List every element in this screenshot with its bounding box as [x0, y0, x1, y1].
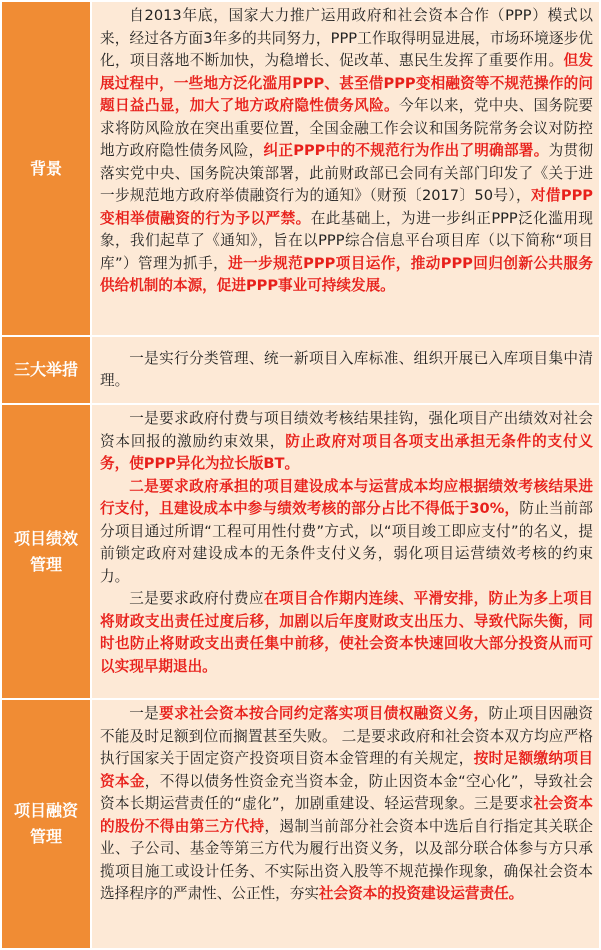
paragraph — [100, 348, 593, 393]
highlight-segment: 进一步规范PPP项目运作，推动PPP回归创新公共服务供给机制的本源，促进PPP事业可持续发展。 — [100, 254, 593, 294]
row-content-performance-management — [92, 405, 599, 698]
paragraph — [100, 476, 593, 589]
text-segment: 防止项目因融资不能及时足额到位而搁置甚至失败。 二是要求政府和社会资本双方均应严格执行国家关于固定资产投资项目资本金管理的有关规定， — [100, 705, 593, 767]
highlight-segment: 防止政府对项目各项支出承担无条件的支付义务，使PPP异化为拉长版BT。 — [100, 432, 593, 472]
row-content-background — [92, 2, 599, 335]
table-row-performance-management — [2, 405, 599, 698]
paragraph — [100, 703, 593, 906]
highlight-segment: 对借PPP变相举债融资的行为予以严禁。 — [100, 187, 593, 227]
highlight-segment: 纠正PPP中的不规范行为作出了明确部署。 — [263, 142, 549, 159]
row-label-financing-management: 项目融资管理 — [2, 700, 90, 948]
text-segment: 一是实行分类管理、统一新项目入库标准、组织开展已入库项目集中清理。 — [100, 349, 593, 389]
paragraph — [100, 588, 593, 678]
highlight-segment: 社会资本的投资建设运营责任。 — [318, 885, 524, 902]
text-segment: 为贯彻落实党中央、国务院决策部署，此前财政部已会同有关部门印发了《关于进一步规范地方政府举债融资行为的通知》（财预〔2017〕50号）， — [100, 142, 593, 204]
highlight-segment: 在项目合作期内连续、平滑安排，防止为多上项目将财政支出责任过度后移，加剧以后年度财政支出压力、导致代际失衡，同时也防止将财政支出责任集中前移，使社会资本快速回收大部分投资从而可以实现早期退出。 — [100, 590, 593, 675]
highlight-segment: 二是要求政府承担的项目建设成本与运营成本均应根据绩效考核结果进行支付，且建设成本中参与绩效考核的部分占比不得低于30%， — [100, 477, 593, 517]
row-label-performance-management: 项目绩效管理 — [2, 405, 90, 698]
text-segment: 一是要求政府付费与项目绩效考核结果挂钩，强化项目产出绩效对社会资本回报的激励约束效果， — [100, 410, 593, 450]
highlight-segment: 按时足额缴纳项目资本金 — [100, 750, 593, 790]
text-segment: 在此基础上，为进一步纠正PPP泛化滥用现象，我们起草了《通知》，旨在以PPP综合信息平台项目库（以下简称“项目库”）管理为抓手， — [100, 209, 593, 272]
text-segment: ，不得以债务性资金充当资本金，防止因资本金“空心化”，导致社会资本长期运营责任的“虚化”，加剧重建设、轻运营现象。三是要求 — [100, 772, 593, 812]
text-segment: ，遏制当前部分社会资本中选后自行指定其关联企业、子公司、基金等第三方代为履行出资义务，以及部分联合体参与方只承揽项目施工或设计任务、不实际出资入股等不规范操作现象，确保社会资本选择程序的严肃性、公正性，夯实 — [100, 817, 593, 902]
table-row-three-measures — [2, 337, 599, 403]
highlight-segment: 社会资本的股份不得由第三方代持 — [100, 795, 593, 835]
highlight-segment: 要求社会资本按合同约定落实项目债权融资义务， — [159, 705, 489, 722]
row-content-three-measures — [92, 337, 599, 403]
row-label-background: 背景 — [2, 2, 90, 335]
text-segment: 今年以来，党中央、国务院要求将防风险放在突出重要位置，全国金融工作会议和国务院常务会议对防控地方政府隐性债务风险， — [100, 97, 593, 159]
row-content-financing-management — [92, 700, 599, 948]
paragraph — [100, 5, 593, 298]
table-row-background — [2, 2, 599, 335]
paragraph — [100, 408, 593, 476]
text-segment: 三是要求政府付费应 — [129, 590, 264, 607]
policy-table — [2, 2, 599, 948]
text-segment: 一是 — [129, 705, 160, 722]
text-segment: 自2013年底，国家大力推广运用政府和社会资本合作（PPP）模式以来，经过各方面3年多的共同努力，PPP工作取得明显进展，市场环境逐步优化，项目落地不断加快，为稳增长、促改革、惠民生发挥了重要作用。 — [100, 7, 593, 69]
text-segment: 防止当前部分项目通过所谓“工程可用性付费”方式，以“项目竣工即应支付”的名义，提前锁定政府对建设成本的无条件支付义务，弱化项目运营绩效考核的约束力。 — [100, 500, 593, 585]
row-label-three-measures: 三大举措 — [2, 337, 90, 403]
highlight-segment: 但发展过程中，一些地方泛化滥用PPP、甚至借PPP变相融资等不规范操作的问题日益凸显，加大了地方政府隐性债务风险。 — [100, 52, 593, 114]
table-row-financing-management — [2, 700, 599, 948]
